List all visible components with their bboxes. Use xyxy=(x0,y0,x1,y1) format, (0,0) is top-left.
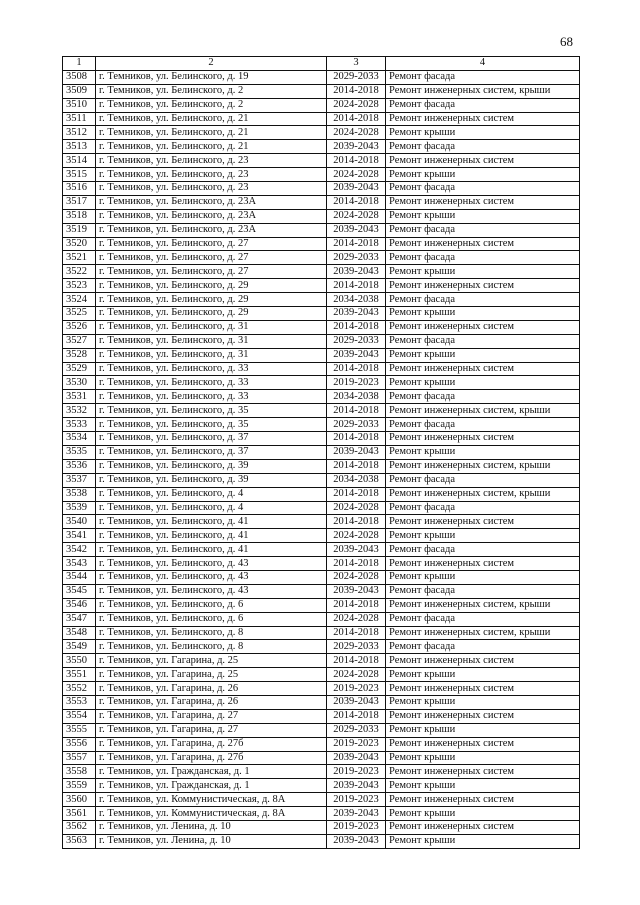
address-cell: г. Темников, ул. Белинского, д. 43 xyxy=(96,570,327,584)
address-cell: г. Темников, ул. Белинского, д. 43 xyxy=(96,557,327,571)
work-type-cell: Ремонт инженерных систем, крыши xyxy=(386,626,580,640)
row-number-cell: 3555 xyxy=(63,723,96,737)
table-row xyxy=(63,168,580,182)
address-cell: г. Темников, ул. Белинского, д. 41 xyxy=(96,543,327,557)
address-cell: г. Темников, ул. Белинского, д. 41 xyxy=(96,529,327,543)
row-number-cell: 3522 xyxy=(63,265,96,279)
address-cell: г. Темников, ул. Белинского, д. 23А xyxy=(96,195,327,209)
table-row xyxy=(63,84,580,98)
work-type-cell: Ремонт инженерных систем xyxy=(386,737,580,751)
work-type-cell: Ремонт инженерных систем, крыши xyxy=(386,487,580,501)
table-row xyxy=(63,154,580,168)
row-number-cell: 3521 xyxy=(63,251,96,265)
period-cell: 2039-2043 xyxy=(327,584,386,598)
work-type-cell: Ремонт инженерных систем xyxy=(386,195,580,209)
table-row xyxy=(63,501,580,515)
row-number-cell: 3551 xyxy=(63,668,96,682)
table-row xyxy=(63,265,580,279)
row-number-cell: 3543 xyxy=(63,557,96,571)
period-cell: 2034-2038 xyxy=(327,473,386,487)
row-number-cell: 3557 xyxy=(63,751,96,765)
work-type-cell: Ремонт крыши xyxy=(386,695,580,709)
address-cell: г. Темников, ул. Белинского, д. 31 xyxy=(96,334,327,348)
table-row xyxy=(63,612,580,626)
table-row xyxy=(63,723,580,737)
period-cell: 2029-2033 xyxy=(327,251,386,265)
period-cell: 2014-2018 xyxy=(327,84,386,98)
period-cell: 2019-2023 xyxy=(327,682,386,696)
work-type-cell: Ремонт фасада xyxy=(386,98,580,112)
period-cell: 2014-2018 xyxy=(327,320,386,334)
row-number-cell: 3562 xyxy=(63,820,96,834)
address-cell: г. Темников, ул. Коммунистическая, д. 8А xyxy=(96,793,327,807)
address-cell: г. Темников, ул. Гагарина, д. 27б xyxy=(96,751,327,765)
table-row xyxy=(63,334,580,348)
work-type-cell: Ремонт фасада xyxy=(386,612,580,626)
table-row xyxy=(63,195,580,209)
work-type-cell: Ремонт инженерных систем xyxy=(386,654,580,668)
period-cell: 2014-2018 xyxy=(327,459,386,473)
row-number-cell: 3541 xyxy=(63,529,96,543)
address-cell: г. Темников, ул. Ленина, д. 10 xyxy=(96,820,327,834)
row-number-cell: 3563 xyxy=(63,834,96,848)
address-cell: г. Темников, ул. Белинского, д. 29 xyxy=(96,279,327,293)
table-row xyxy=(63,737,580,751)
address-cell: г. Темников, ул. Коммунистическая, д. 8А xyxy=(96,807,327,821)
address-cell: г. Темников, ул. Гагарина, д. 26 xyxy=(96,682,327,696)
table-row xyxy=(63,793,580,807)
row-number-cell: 3513 xyxy=(63,140,96,154)
address-cell: г. Темников, ул. Белинского, д. 8 xyxy=(96,640,327,654)
period-cell: 2034-2038 xyxy=(327,293,386,307)
row-number-cell: 3532 xyxy=(63,404,96,418)
row-number-cell: 3558 xyxy=(63,765,96,779)
period-cell: 2014-2018 xyxy=(327,432,386,446)
address-cell: г. Темников, ул. Гагарина, д. 25 xyxy=(96,654,327,668)
table-row xyxy=(63,279,580,293)
work-type-cell: Ремонт крыши xyxy=(386,668,580,682)
period-cell: 2014-2018 xyxy=(327,515,386,529)
column-header-4: 4 xyxy=(386,57,580,71)
table-body xyxy=(63,70,580,848)
period-cell: 2034-2038 xyxy=(327,390,386,404)
row-number-cell: 3528 xyxy=(63,348,96,362)
period-cell: 2039-2043 xyxy=(327,779,386,793)
work-type-cell: Ремонт фасада xyxy=(386,501,580,515)
row-number-cell: 3547 xyxy=(63,612,96,626)
work-type-cell: Ремонт крыши xyxy=(386,779,580,793)
work-type-cell: Ремонт фасада xyxy=(386,418,580,432)
period-cell: 2029-2033 xyxy=(327,640,386,654)
row-number-cell: 3560 xyxy=(63,793,96,807)
table-row xyxy=(63,487,580,501)
table-row xyxy=(63,418,580,432)
address-cell: г. Темников, ул. Белинского, д. 35 xyxy=(96,418,327,432)
work-type-cell: Ремонт крыши xyxy=(386,126,580,140)
period-cell: 2014-2018 xyxy=(327,626,386,640)
table-row xyxy=(63,626,580,640)
period-cell: 2024-2028 xyxy=(327,501,386,515)
row-number-cell: 3554 xyxy=(63,709,96,723)
period-cell: 2029-2033 xyxy=(327,334,386,348)
row-number-cell: 3556 xyxy=(63,737,96,751)
period-cell: 2039-2043 xyxy=(327,834,386,848)
table-row xyxy=(63,682,580,696)
table-row xyxy=(63,459,580,473)
table-row xyxy=(63,182,580,196)
period-cell: 2039-2043 xyxy=(327,445,386,459)
work-type-cell: Ремонт инженерных систем xyxy=(386,237,580,251)
work-type-cell: Ремонт инженерных систем xyxy=(386,432,580,446)
period-cell: 2014-2018 xyxy=(327,709,386,723)
row-number-cell: 3515 xyxy=(63,168,96,182)
table-row xyxy=(63,654,580,668)
period-cell: 2024-2028 xyxy=(327,168,386,182)
address-cell: г. Темников, ул. Белинского, д. 29 xyxy=(96,293,327,307)
address-cell: г. Темников, ул. Белинского, д. 6 xyxy=(96,598,327,612)
row-number-cell: 3546 xyxy=(63,598,96,612)
row-number-cell: 3524 xyxy=(63,293,96,307)
row-number-cell: 3550 xyxy=(63,654,96,668)
table-row xyxy=(63,70,580,84)
period-cell: 2039-2043 xyxy=(327,265,386,279)
work-type-cell: Ремонт фасада xyxy=(386,390,580,404)
period-cell: 2039-2043 xyxy=(327,348,386,362)
period-cell: 2014-2018 xyxy=(327,487,386,501)
row-number-cell: 3518 xyxy=(63,209,96,223)
address-cell: г. Темников, ул. Белинского, д. 23 xyxy=(96,168,327,182)
address-cell: г. Темников, ул. Белинского, д. 4 xyxy=(96,501,327,515)
table-row xyxy=(63,293,580,307)
work-type-cell: Ремонт инженерных систем xyxy=(386,154,580,168)
address-cell: г. Темников, ул. Белинского, д. 33 xyxy=(96,376,327,390)
address-cell: г. Темников, ул. Белинского, д. 37 xyxy=(96,432,327,446)
table-row xyxy=(63,307,580,321)
work-type-cell: Ремонт фасада xyxy=(386,640,580,654)
row-number-cell: 3508 xyxy=(63,70,96,84)
work-type-cell: Ремонт инженерных систем xyxy=(386,112,580,126)
table-row xyxy=(63,695,580,709)
address-cell: г. Темников, ул. Белинского, д. 33 xyxy=(96,390,327,404)
table-row xyxy=(63,807,580,821)
table-row xyxy=(63,404,580,418)
work-type-cell: Ремонт фасада xyxy=(386,140,580,154)
address-cell: г. Темников, ул. Белинского, д. 23А xyxy=(96,209,327,223)
row-number-cell: 3527 xyxy=(63,334,96,348)
work-type-cell: Ремонт инженерных систем, крыши xyxy=(386,459,580,473)
row-number-cell: 3530 xyxy=(63,376,96,390)
row-number-cell: 3523 xyxy=(63,279,96,293)
address-cell: г. Темников, ул. Белинского, д. 27 xyxy=(96,251,327,265)
work-type-cell: Ремонт крыши xyxy=(386,209,580,223)
period-cell: 2019-2023 xyxy=(327,376,386,390)
address-cell: г. Темников, ул. Гражданская, д. 1 xyxy=(96,779,327,793)
row-number-cell: 3553 xyxy=(63,695,96,709)
row-number-cell: 3542 xyxy=(63,543,96,557)
row-number-cell: 3510 xyxy=(63,98,96,112)
address-cell: г. Темников, ул. Белинского, д. 27 xyxy=(96,237,327,251)
table-row xyxy=(63,779,580,793)
period-cell: 2029-2033 xyxy=(327,723,386,737)
row-number-cell: 3529 xyxy=(63,362,96,376)
table-row xyxy=(63,209,580,223)
row-number-cell: 3534 xyxy=(63,432,96,446)
table-row xyxy=(63,515,580,529)
work-type-cell: Ремонт крыши xyxy=(386,348,580,362)
table-row xyxy=(63,765,580,779)
period-cell: 2029-2033 xyxy=(327,70,386,84)
row-number-cell: 3511 xyxy=(63,112,96,126)
period-cell: 2024-2028 xyxy=(327,570,386,584)
work-type-cell: Ремонт инженерных систем xyxy=(386,709,580,723)
period-cell: 2014-2018 xyxy=(327,112,386,126)
work-type-cell: Ремонт фасада xyxy=(386,182,580,196)
work-type-cell: Ремонт инженерных систем xyxy=(386,557,580,571)
table-row xyxy=(63,668,580,682)
work-type-cell: Ремонт крыши xyxy=(386,834,580,848)
row-number-cell: 3548 xyxy=(63,626,96,640)
table-row xyxy=(63,557,580,571)
work-type-cell: Ремонт фасада xyxy=(386,334,580,348)
address-cell: г. Темников, ул. Белинского, д. 33 xyxy=(96,362,327,376)
period-cell: 2014-2018 xyxy=(327,154,386,168)
address-cell: г. Темников, ул. Гагарина, д. 25 xyxy=(96,668,327,682)
row-number-cell: 3540 xyxy=(63,515,96,529)
row-number-cell: 3519 xyxy=(63,223,96,237)
period-cell: 2014-2018 xyxy=(327,654,386,668)
work-type-cell: Ремонт фасада xyxy=(386,543,580,557)
work-type-cell: Ремонт инженерных систем xyxy=(386,279,580,293)
work-type-cell: Ремонт крыши xyxy=(386,529,580,543)
register-table xyxy=(62,56,580,849)
work-type-cell: Ремонт инженерных систем xyxy=(386,362,580,376)
work-type-cell: Ремонт крыши xyxy=(386,445,580,459)
work-type-cell: Ремонт фасада xyxy=(386,223,580,237)
work-type-cell: Ремонт инженерных систем xyxy=(386,682,580,696)
work-type-cell: Ремонт инженерных систем xyxy=(386,765,580,779)
address-cell: г. Темников, ул. Белинского, д. 21 xyxy=(96,126,327,140)
row-number-cell: 3517 xyxy=(63,195,96,209)
period-cell: 2019-2023 xyxy=(327,820,386,834)
period-cell: 2014-2018 xyxy=(327,557,386,571)
period-cell: 2024-2028 xyxy=(327,98,386,112)
work-type-cell: Ремонт фасада xyxy=(386,293,580,307)
work-type-cell: Ремонт инженерных систем xyxy=(386,320,580,334)
period-cell: 2039-2043 xyxy=(327,223,386,237)
row-number-cell: 3539 xyxy=(63,501,96,515)
row-number-cell: 3549 xyxy=(63,640,96,654)
period-cell: 2014-2018 xyxy=(327,404,386,418)
work-type-cell: Ремонт крыши xyxy=(386,570,580,584)
row-number-cell: 3552 xyxy=(63,682,96,696)
period-cell: 2039-2043 xyxy=(327,182,386,196)
address-cell: г. Темников, ул. Белинского, д. 21 xyxy=(96,112,327,126)
header-row xyxy=(63,57,580,71)
row-number-cell: 3536 xyxy=(63,459,96,473)
table-row xyxy=(63,320,580,334)
address-cell: г. Темников, ул. Белинского, д. 31 xyxy=(96,320,327,334)
address-cell: г. Темников, ул. Белинского, д. 39 xyxy=(96,473,327,487)
work-type-cell: Ремонт инженерных систем xyxy=(386,820,580,834)
table-row xyxy=(63,223,580,237)
table-row xyxy=(63,751,580,765)
address-cell: г. Темников, ул. Белинского, д. 23 xyxy=(96,154,327,168)
table-row xyxy=(63,640,580,654)
row-number-cell: 3516 xyxy=(63,182,96,196)
row-number-cell: 3559 xyxy=(63,779,96,793)
address-cell: г. Темников, ул. Белинского, д. 2 xyxy=(96,84,327,98)
row-number-cell: 3531 xyxy=(63,390,96,404)
work-type-cell: Ремонт фасада xyxy=(386,584,580,598)
table-row xyxy=(63,473,580,487)
period-cell: 2039-2043 xyxy=(327,695,386,709)
work-type-cell: Ремонт крыши xyxy=(386,168,580,182)
period-cell: 2039-2043 xyxy=(327,140,386,154)
row-number-cell: 3544 xyxy=(63,570,96,584)
column-header-1: 1 xyxy=(63,57,96,71)
row-number-cell: 3509 xyxy=(63,84,96,98)
column-header-2: 2 xyxy=(96,57,327,71)
table-row xyxy=(63,348,580,362)
period-cell: 2019-2023 xyxy=(327,793,386,807)
address-cell: г. Темников, ул. Белинского, д. 43 xyxy=(96,584,327,598)
table-row xyxy=(63,98,580,112)
period-cell: 2039-2043 xyxy=(327,807,386,821)
period-cell: 2014-2018 xyxy=(327,598,386,612)
address-cell: г. Темников, ул. Гагарина, д. 26 xyxy=(96,695,327,709)
table-row xyxy=(63,709,580,723)
table-row xyxy=(63,390,580,404)
table-row xyxy=(63,237,580,251)
address-cell: г. Темников, ул. Гагарина, д. 27 xyxy=(96,709,327,723)
address-cell: г. Темников, ул. Белинского, д. 2 xyxy=(96,98,327,112)
period-cell: 2019-2023 xyxy=(327,765,386,779)
address-cell: г. Темников, ул. Гражданская, д. 1 xyxy=(96,765,327,779)
work-type-cell: Ремонт крыши xyxy=(386,807,580,821)
period-cell: 2029-2033 xyxy=(327,418,386,432)
work-type-cell: Ремонт фасада xyxy=(386,70,580,84)
period-cell: 2019-2023 xyxy=(327,737,386,751)
period-cell: 2014-2018 xyxy=(327,237,386,251)
address-cell: г. Темников, ул. Белинского, д. 29 xyxy=(96,307,327,321)
address-cell: г. Темников, ул. Белинского, д. 4 xyxy=(96,487,327,501)
period-cell: 2024-2028 xyxy=(327,209,386,223)
table-row xyxy=(63,251,580,265)
period-cell: 2014-2018 xyxy=(327,279,386,293)
row-number-cell: 3538 xyxy=(63,487,96,501)
table-row xyxy=(63,598,580,612)
table-row xyxy=(63,820,580,834)
table-row xyxy=(63,570,580,584)
row-number-cell: 3526 xyxy=(63,320,96,334)
period-cell: 2024-2028 xyxy=(327,668,386,682)
column-header-3: 3 xyxy=(327,57,386,71)
row-number-cell: 3561 xyxy=(63,807,96,821)
address-cell: г. Темников, ул. Белинского, д. 23А xyxy=(96,223,327,237)
address-cell: г. Темников, ул. Белинского, д. 41 xyxy=(96,515,327,529)
table-row xyxy=(63,584,580,598)
row-number-cell: 3533 xyxy=(63,418,96,432)
work-type-cell: Ремонт инженерных систем xyxy=(386,515,580,529)
address-cell: г. Темников, ул. Белинского, д. 8 xyxy=(96,626,327,640)
table-row xyxy=(63,362,580,376)
address-cell: г. Темников, ул. Белинского, д. 23 xyxy=(96,182,327,196)
work-type-cell: Ремонт крыши xyxy=(386,307,580,321)
table-row xyxy=(63,445,580,459)
table-row xyxy=(63,543,580,557)
address-cell: г. Темников, ул. Белинского, д. 31 xyxy=(96,348,327,362)
table-row xyxy=(63,126,580,140)
address-cell: г. Темников, ул. Белинского, д. 37 xyxy=(96,445,327,459)
table-row xyxy=(63,432,580,446)
address-cell: г. Темников, ул. Белинского, д. 6 xyxy=(96,612,327,626)
row-number-cell: 3545 xyxy=(63,584,96,598)
address-cell: г. Темников, ул. Белинского, д. 35 xyxy=(96,404,327,418)
address-cell: г. Темников, ул. Белинского, д. 19 xyxy=(96,70,327,84)
period-cell: 2014-2018 xyxy=(327,362,386,376)
row-number-cell: 3535 xyxy=(63,445,96,459)
work-type-cell: Ремонт крыши xyxy=(386,376,580,390)
period-cell: 2039-2043 xyxy=(327,543,386,557)
table-row xyxy=(63,529,580,543)
work-type-cell: Ремонт инженерных систем, крыши xyxy=(386,404,580,418)
period-cell: 2024-2028 xyxy=(327,612,386,626)
table-row xyxy=(63,140,580,154)
address-cell: г. Темников, ул. Гагарина, д. 27 xyxy=(96,723,327,737)
table-row xyxy=(63,112,580,126)
work-type-cell: Ремонт фасада xyxy=(386,251,580,265)
address-cell: г. Темников, ул. Белинского, д. 39 xyxy=(96,459,327,473)
row-number-cell: 3520 xyxy=(63,237,96,251)
work-type-cell: Ремонт крыши xyxy=(386,723,580,737)
address-cell: г. Темников, ул. Белинского, д. 21 xyxy=(96,140,327,154)
page-number: 68 xyxy=(560,34,573,49)
row-number-cell: 3514 xyxy=(63,154,96,168)
work-type-cell: Ремонт фасада xyxy=(386,473,580,487)
work-type-cell: Ремонт крыши xyxy=(386,265,580,279)
work-type-cell: Ремонт инженерных систем, крыши xyxy=(386,84,580,98)
period-cell: 2014-2018 xyxy=(327,195,386,209)
work-type-cell: Ремонт инженерных систем xyxy=(386,793,580,807)
row-number-cell: 3512 xyxy=(63,126,96,140)
period-cell: 2024-2028 xyxy=(327,126,386,140)
period-cell: 2024-2028 xyxy=(327,529,386,543)
work-type-cell: Ремонт крыши xyxy=(386,751,580,765)
period-cell: 2039-2043 xyxy=(327,751,386,765)
work-type-cell: Ремонт инженерных систем, крыши xyxy=(386,598,580,612)
address-cell: г. Темников, ул. Гагарина, д. 27б xyxy=(96,737,327,751)
table-row xyxy=(63,376,580,390)
period-cell: 2039-2043 xyxy=(327,307,386,321)
table-row xyxy=(63,834,580,848)
address-cell: г. Темников, ул. Ленина, д. 10 xyxy=(96,834,327,848)
row-number-cell: 3537 xyxy=(63,473,96,487)
address-cell: г. Темников, ул. Белинского, д. 27 xyxy=(96,265,327,279)
row-number-cell: 3525 xyxy=(63,307,96,321)
